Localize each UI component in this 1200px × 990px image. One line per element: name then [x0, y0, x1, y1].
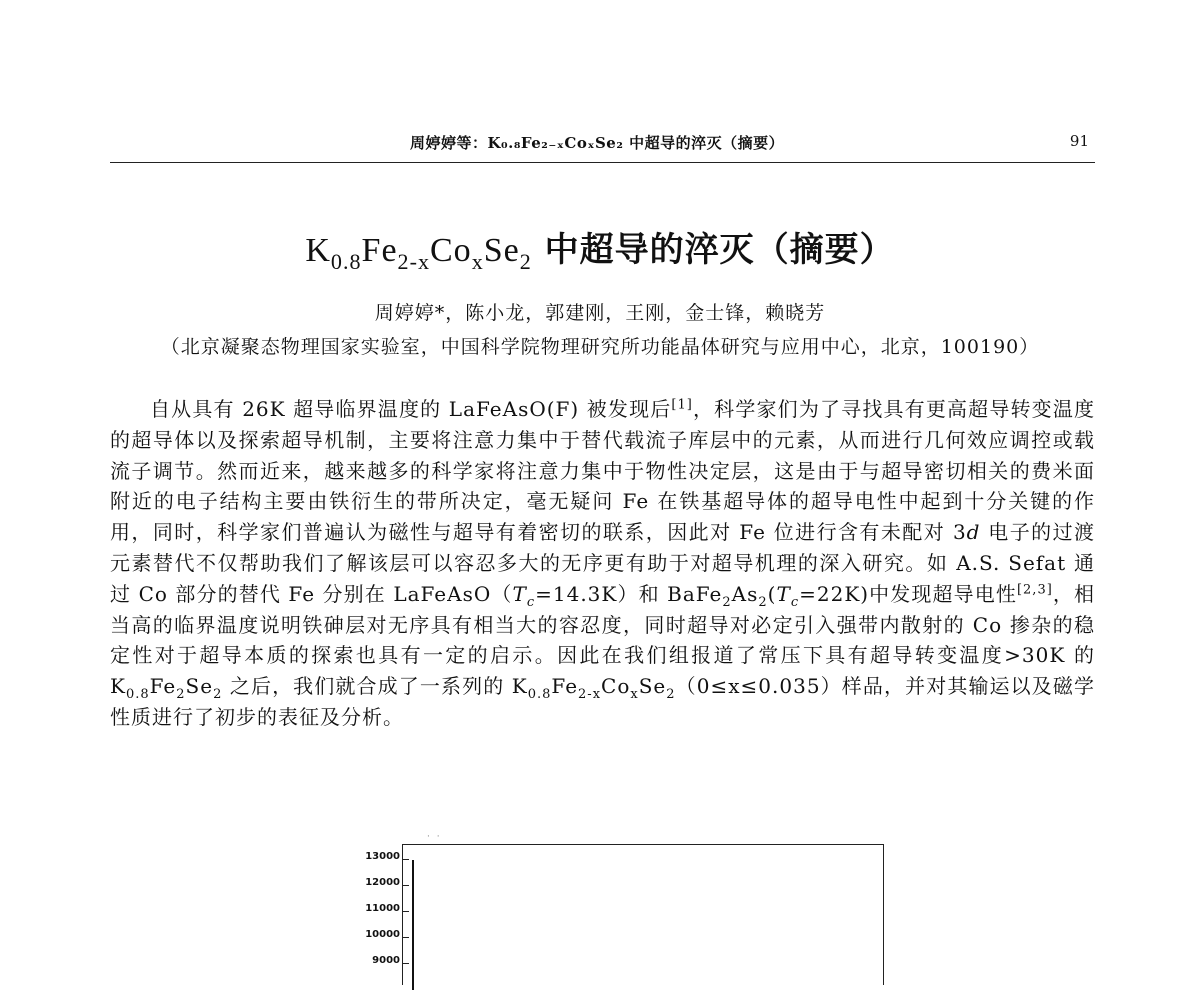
y-tick-label: 11000 [365, 903, 400, 914]
y-tick-mark [403, 859, 409, 860]
figure-chart [345, 832, 905, 966]
abstract-paragraph: 自从具有 26K 超导临界温度的 LaFeAsO(F) 被发现后[1]，科学家们为了寻找具有更高超导转变温度的超导体以及探索超导机制，主要将注意力集中于替代载流子库层中的元素，从而进行几何效应调控或载流子调节。然而近来，越来越多的科学家将注意力集中于物性决定层，这是由于与超导密切相关的费米面附近的电子结构主要由铁衍生的带所决定，毫无疑问 Fe 在铁基超导体的超导电性中起到十分关键的作用，同时，科学家们普遍认为磁性与超导有着密切的联系，因此对 Fe 位进行含有未配对 3d 电子的过渡元素替代不仅帮助我们了解该层可以容忍多大的无序更有助于对超导机理的深入研究。如 A.S. Sefat 通过 Co 部分的替代 Fe 分别在 $LaFeAsO(T_c=14.3K)$和 $BaFe_2As_2(T_c=22K)$中发现超导电性[2,3]，相当高的临界温度说明铁砷层对无序具有相当大的容忍度，同时超导对必定引入强带内散射的 Co 掺杂的稳定性对于超导本质的探索也具有一定的启示。因此在我们组报道了常压下具有超导转变温度>30K 的 $K_{0.8}Fe_2Se_2$ 之后，我们就合成了一系列的 $K_{0.8}Fe_{2-x}Co_xSe_2(0\le x\le 0.035)$样品，并对其输运以及磁学性质进行了初步的表征及分析。 [110, 397, 1096, 729]
chart-series-line [412, 860, 414, 990]
page-number: 91 [1069, 132, 1089, 150]
abstract-body [110, 394, 1095, 733]
y-tick-label: 9000 [372, 955, 400, 966]
author-list: 周婷婷*，陈小龙，郭建刚，王刚，金士锋，赖晓芳 [374, 302, 826, 324]
title-text: 中超导的淬灭（摘要） [531, 230, 895, 270]
figure-artifact: · · [427, 832, 442, 842]
y-tick-label: 12000 [365, 877, 400, 888]
y-tick-mark [403, 911, 409, 912]
y-tick-mark [403, 963, 409, 964]
y-tick-label: 10000 [365, 929, 400, 940]
running-head [110, 128, 1095, 163]
chart-plot-area [402, 844, 884, 985]
paper-title [0, 222, 1200, 274]
y-tick-label: 13000 [365, 851, 400, 862]
y-tick-mark [403, 937, 409, 938]
y-tick-mark [403, 885, 409, 886]
title-formula: $K_{0.8}Fe_{2-x}Co_xSe_2$ [305, 232, 532, 274]
affiliation: （北京凝聚态物理国家实验室，中国科学院物理研究所功能晶体研究与应用中心，北京，100190） [160, 336, 1040, 358]
running-title: 周婷婷等：K₀.₈Fe₂₋ₓCoₓSe₂ 中超导的淬灭（摘要） [410, 134, 785, 152]
